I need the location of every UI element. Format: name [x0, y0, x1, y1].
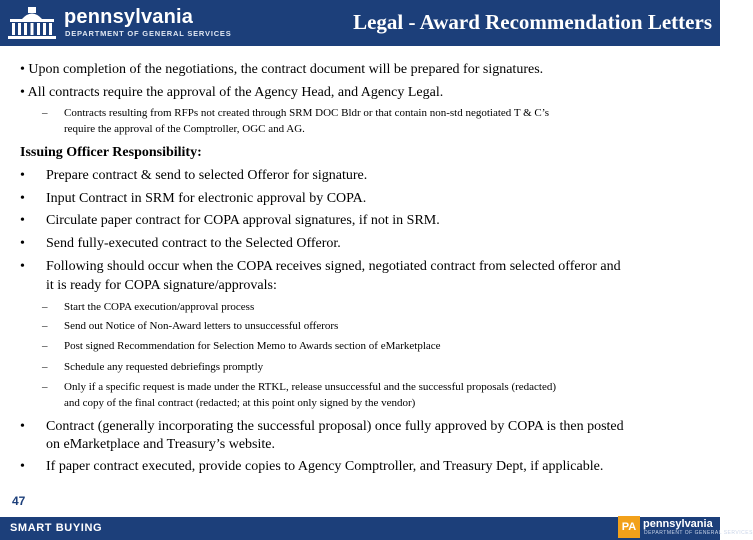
step-4: Schedule any requested debriefings promptly — [64, 361, 264, 373]
intro-sub-line-1: Contracts resulting from RFPs not created through SRM DOC Bldr or that contain non-std negotiated T & C’s — [64, 107, 550, 119]
rtkl-line-1: Only if a specific request is made under the RTKL, release unsuccessful and the successful proposals (redacted) — [64, 381, 557, 393]
smart-buying-label: SMART BUYING — [10, 522, 103, 534]
bullet-marker: • — [20, 259, 25, 274]
logo-subtitle: DEPARTMENT OF GENERAL SERVICES — [65, 29, 232, 38]
bullet-marker: • — [20, 191, 25, 206]
dash-marker: – — [42, 301, 48, 313]
dash-marker: – — [42, 381, 48, 393]
bullet-marker: • — [20, 236, 25, 251]
header-bar — [0, 0, 720, 46]
pa-badge: PA — [618, 516, 640, 538]
bullet-marker: • — [20, 419, 25, 434]
footer-logo-subtitle: DEPARTMENT OF GENERAL SERVICES — [644, 530, 753, 536]
responsibility-3: Circulate paper contract for COPA approval signatures, if not in SRM. — [46, 213, 440, 228]
rtkl-line-2: and copy of the final contract (redacted; at this point only signed by the vendor) — [64, 397, 416, 409]
bullet-marker: • — [20, 213, 25, 228]
step-2: Send out Notice of Non-Award letters to unsuccessful offerors — [64, 320, 339, 332]
footer-bar — [0, 517, 753, 540]
responsibility-4: Send fully-executed contract to the Selected Offeror. — [46, 236, 341, 251]
contract-line-2: on eMarketplace and Treasury’s website. — [46, 437, 275, 452]
slide-title: Legal - Award Recommendation Letters — [353, 10, 712, 34]
capitol-building-icon — [6, 5, 58, 41]
responsibility-1: Prepare contract & send to selected Offeror for signature. — [46, 168, 368, 183]
intro-bullet-1-text: Upon completion of the negotiations, the contract document will be prepared for signatures. — [28, 62, 544, 77]
intro-bullet-2: • All contracts require the approval of the Agency Head, and Agency Legal. — [20, 85, 444, 100]
dash-marker: – — [42, 340, 48, 352]
paper-contract-line: If paper contract executed, provide copies to Agency Comptroller, and Treasury Dept, if applicable. — [46, 459, 604, 474]
bullet-marker: • — [20, 168, 25, 183]
contract-line-1: Contract (generally incorporating the successful proposal) once fully approved by COPA is then posted — [46, 419, 624, 434]
dash-marker: – — [42, 361, 48, 373]
dash-marker: – — [42, 320, 48, 332]
pa-dgs-logo — [6, 4, 236, 42]
logo-name: pennsylvania — [64, 6, 194, 28]
footer-logo — [618, 516, 753, 538]
page-number: 47 — [12, 494, 26, 508]
following-line-2: it is ready for COPA signature/approvals: — [46, 278, 277, 293]
intro-bullet-2-text: All contracts require the approval of the Agency Head, and Agency Legal. — [27, 85, 444, 100]
intro-sub-line-2: require the approval of the Comptroller, OGC and AG. — [64, 123, 305, 135]
responsibility-2: Input Contract in SRM for electronic approval by COPA. — [46, 191, 367, 206]
section-heading: Issuing Officer Responsibility: — [20, 145, 202, 160]
bullet-marker: • — [20, 459, 25, 474]
following-line-1: Following should occur when the COPA receives signed, negotiated contract from selected offeror and — [46, 259, 621, 274]
dash-marker: – — [42, 107, 48, 119]
intro-bullet-1: • Upon completion of the negotiations, the contract document will be prepared for signatures. — [20, 62, 544, 77]
footer-logo-name: pennsylvania — [643, 518, 713, 530]
step-1: Start the COPA execution/approval process — [64, 301, 255, 313]
step-3: Post signed Recommendation for Selection Memo to Awards section of eMarketplace — [64, 340, 441, 352]
